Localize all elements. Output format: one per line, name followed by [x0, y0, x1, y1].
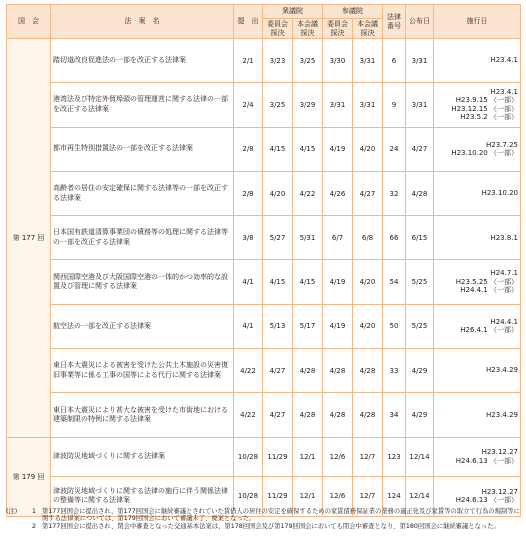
law-number-cell: 54 — [383, 260, 406, 304]
hc-committee-cell: 3/31 — [323, 83, 353, 127]
effective-date-line: H26.4.1 （一部） — [460, 326, 518, 335]
effective-date-cell — [434, 127, 521, 171]
header-hr-committee: 委員会採決 — [263, 19, 293, 39]
hr-committee-cell: 11/29 — [263, 437, 293, 477]
promulgation-cell: 4/27 — [406, 127, 434, 171]
hc-plenary-cell: 3/31 — [353, 83, 383, 127]
header-session: 国 会 — [7, 5, 51, 39]
hc-committee-cell: 3/30 — [323, 39, 353, 83]
promulgation-cell: 5/25 — [406, 260, 434, 304]
header-effective-date: 施行日 — [434, 5, 521, 39]
table-row — [7, 349, 521, 393]
hc-committee-cell: 4/19 — [323, 304, 353, 348]
effective-date-line: H24.4.1 — [490, 317, 518, 326]
session-label: 第 179 回 — [7, 437, 51, 516]
effective-date-line: H23.9.15 （一部） — [455, 96, 518, 105]
table-body — [7, 39, 521, 517]
effective-date-line: H23.12.27 — [481, 487, 518, 496]
hr-plenary-cell: 5/17 — [293, 304, 323, 348]
submitted-cell: 10/28 — [234, 477, 263, 517]
table-row — [7, 83, 521, 127]
hc-committee-cell: 6/7 — [323, 216, 353, 260]
hc-plenary-cell: 12/7 — [353, 437, 383, 477]
hr-plenary-cell: 5/31 — [293, 216, 323, 260]
hr-plenary-cell: 3/25 — [293, 39, 323, 83]
effective-date-line: H23.12.15 （一部） — [451, 104, 518, 113]
effective-date-line: H23.4.29 — [486, 366, 518, 375]
effective-date-line: H23.7.25 — [486, 140, 518, 149]
submitted-cell: 3/8 — [234, 216, 263, 260]
table-row — [7, 304, 521, 348]
promulgation-cell: 4/29 — [406, 393, 434, 437]
submitted-cell: 2/1 — [234, 39, 263, 83]
law-number-cell: 24 — [383, 127, 406, 171]
promulgation-cell: 12/14 — [406, 437, 434, 477]
header-hr-plenary: 本会議採決 — [293, 19, 323, 39]
bill-name-cell: 港湾法及び特定外貿埠頭の管理運営に関する法律の一部を改正する法律案 — [51, 83, 234, 127]
effective-date-line: H23.10.20 — [481, 189, 518, 198]
effective-date-line: H23.4.1 — [490, 87, 518, 96]
hc-committee-cell: 4/28 — [323, 349, 353, 393]
law-number-cell: 6 — [383, 39, 406, 83]
hr-plenary-cell: 4/15 — [293, 260, 323, 304]
hr-plenary-cell: 12/1 — [293, 477, 323, 517]
law-number-cell: 50 — [383, 304, 406, 348]
effective-date-cell — [434, 171, 521, 215]
hr-committee-cell: 3/23 — [263, 39, 293, 83]
header-house-of-councillors: 参議院 — [323, 5, 383, 19]
bill-name-cell: 津波防災地域づくりに関する法律案 — [51, 437, 234, 477]
note-item — [6, 523, 520, 530]
header-bill-name: 法 案 名 — [51, 5, 234, 39]
header-promulgation: 公布日 — [406, 5, 434, 39]
hr-committee-cell: 3/25 — [263, 83, 293, 127]
submitted-cell: 2/4 — [234, 83, 263, 127]
header-house-of-representatives: 衆議院 — [263, 5, 323, 19]
bill-name-cell: 都市再生特別措置法の一部を改正する法律案 — [51, 127, 234, 171]
hr-plenary-cell: 4/22 — [293, 171, 323, 215]
hr-committee-cell: 11/29 — [263, 477, 293, 517]
hr-plenary-cell: 3/29 — [293, 83, 323, 127]
submitted-cell: 4/22 — [234, 349, 263, 393]
promulgation-cell: 4/28 — [406, 171, 434, 215]
bill-name-cell: 津波防災地域づくりに関する法律の施行に伴う関係法律の整備等に関する法律案 — [51, 477, 234, 517]
bill-name-cell: 関西国際空港及び大阪国際空港の一体的かつ効率的な設置及び管理に関する法律案 — [51, 260, 234, 304]
hc-committee-cell: 12/6 — [323, 477, 353, 517]
submitted-cell: 4/22 — [234, 393, 263, 437]
bill-name-cell: 踏切道改良促進法の一部を改正する法律案 — [51, 39, 234, 83]
hr-plenary-cell: 12/1 — [293, 437, 323, 477]
hc-committee-cell: 4/19 — [323, 260, 353, 304]
bill-name-cell: 日本国有鉄道清算事業団の債務等の処理に関する法律等の一部を改正する法律案 — [51, 216, 234, 260]
bill-name-cell: 東日本大震災により甚大な被害を受けた市街地における建築制限の特例に関する法律案 — [51, 393, 234, 437]
submitted-cell: 2/8 — [234, 171, 263, 215]
effective-date-line: H23.5.2 （一部） — [460, 113, 518, 122]
notes-label: (注) — [6, 508, 18, 515]
submitted-cell: 4/1 — [234, 260, 263, 304]
hr-plenary-cell: 4/28 — [293, 349, 323, 393]
header-submitted: 提 出 — [234, 5, 263, 39]
effective-date-line: H23.12.27 — [481, 448, 518, 457]
hc-plenary-cell: 4/20 — [353, 260, 383, 304]
promulgation-cell: 6/15 — [406, 216, 434, 260]
effective-date-line: H24.4.1 （一部） — [460, 286, 518, 295]
effective-date-line: H23.4.29 — [486, 410, 518, 419]
effective-date-cell — [434, 437, 521, 477]
law-number-cell: 9 — [383, 83, 406, 127]
hc-plenary-cell: 4/28 — [353, 393, 383, 437]
hr-committee-cell: 5/13 — [263, 304, 293, 348]
effective-date-line: H23.5.25 （一部） — [455, 277, 518, 286]
law-number-cell: 33 — [383, 349, 406, 393]
submitted-cell: 2/8 — [234, 127, 263, 171]
table-row — [7, 171, 521, 215]
hr-committee-cell: 4/20 — [263, 171, 293, 215]
effective-date-cell — [434, 216, 521, 260]
promulgation-cell: 12/14 — [406, 477, 434, 517]
effective-date-cell — [434, 393, 521, 437]
hc-plenary-cell: 4/20 — [353, 127, 383, 171]
effective-date-line: H24.6.13 （一部） — [455, 496, 518, 505]
session-label: 第 177 回 — [7, 39, 51, 438]
table-row — [7, 393, 521, 437]
note-text: 第177回国会に提出され、第177回国会に継続審議とされていた賃借人の居住の安定を確保するための家賃債務保証業の業務の適正化及び家賃等の取立て行為の規制等に関する法律案については、第179回国会において審議未了、廃案となった。 — [42, 508, 520, 523]
effective-date-line: H24.6.13 （一部） — [455, 456, 518, 465]
promulgation-cell: 3/31 — [406, 39, 434, 83]
promulgation-cell: 5/25 — [406, 304, 434, 348]
hr-plenary-cell: 4/15 — [293, 127, 323, 171]
law-number-cell: 32 — [383, 171, 406, 215]
bill-name-cell: 高齢者の居住の安定確保に関する法律等の一部を改正する法律案 — [51, 171, 234, 215]
table-row — [7, 39, 521, 83]
hr-committee-cell: 5/27 — [263, 216, 293, 260]
header-hc-committee: 委員会採決 — [323, 19, 353, 39]
hc-committee-cell: 12/6 — [323, 437, 353, 477]
hc-committee-cell: 4/28 — [323, 393, 353, 437]
effective-date-cell — [434, 349, 521, 393]
hc-plenary-cell: 6/8 — [353, 216, 383, 260]
notes — [6, 508, 520, 530]
hc-plenary-cell: 3/31 — [353, 39, 383, 83]
hc-committee-cell: 4/19 — [323, 127, 353, 171]
hr-committee-cell: 4/15 — [263, 127, 293, 171]
hr-committee-cell: 4/27 — [263, 349, 293, 393]
promulgation-cell: 3/31 — [406, 83, 434, 127]
hr-plenary-cell: 4/28 — [293, 393, 323, 437]
hc-plenary-cell: 4/28 — [353, 349, 383, 393]
law-number-cell: 34 — [383, 393, 406, 437]
effective-date-line: H24.7.1 — [490, 269, 518, 278]
promulgation-cell: 4/29 — [406, 349, 434, 393]
law-number-cell: 124 — [383, 477, 406, 517]
hc-plenary-cell: 4/27 — [353, 171, 383, 215]
table-row — [7, 260, 521, 304]
hc-committee-cell: 4/26 — [323, 171, 353, 215]
hc-plenary-cell: 4/20 — [353, 304, 383, 348]
submitted-cell: 4/1 — [234, 304, 263, 348]
effective-date-cell — [434, 83, 521, 127]
law-number-cell: 123 — [383, 437, 406, 477]
note-number: 1 — [32, 508, 37, 515]
header-hc-plenary: 本会議採決 — [353, 19, 383, 39]
bill-table — [6, 4, 521, 517]
effective-date-cell — [434, 260, 521, 304]
table-row — [7, 437, 521, 477]
effective-date-line: H23.8.1 — [490, 233, 518, 242]
effective-date-line: H23.4.1 — [490, 56, 518, 65]
hc-plenary-cell: 12/7 — [353, 477, 383, 517]
note-item — [6, 508, 520, 523]
bill-name-cell: 航空法の一部を改正する法律案 — [51, 304, 234, 348]
law-number-cell: 66 — [383, 216, 406, 260]
table-row — [7, 127, 521, 171]
effective-date-cell — [434, 39, 521, 83]
header-law-number: 法律番号 — [383, 5, 406, 39]
bill-name-cell: 東日本大震災による被害を受けた公共土木施設の災害復旧事業等に係る工事の国等による代行に関する法律案 — [51, 349, 234, 393]
hr-committee-cell: 4/27 — [263, 393, 293, 437]
submitted-cell: 10/28 — [234, 437, 263, 477]
effective-date-cell — [434, 304, 521, 348]
note-text: 第177回国会に提出され、閉会中審査となった交通基本法案は、第178回国会及び第179回国会においても閉会中審査となり、第180回国会に継続審議となった。 — [42, 522, 500, 530]
effective-date-line: H23.10.20 （一部） — [451, 149, 518, 158]
note-number: 2 — [32, 522, 37, 530]
hr-committee-cell: 4/15 — [263, 260, 293, 304]
table-row — [7, 216, 521, 260]
